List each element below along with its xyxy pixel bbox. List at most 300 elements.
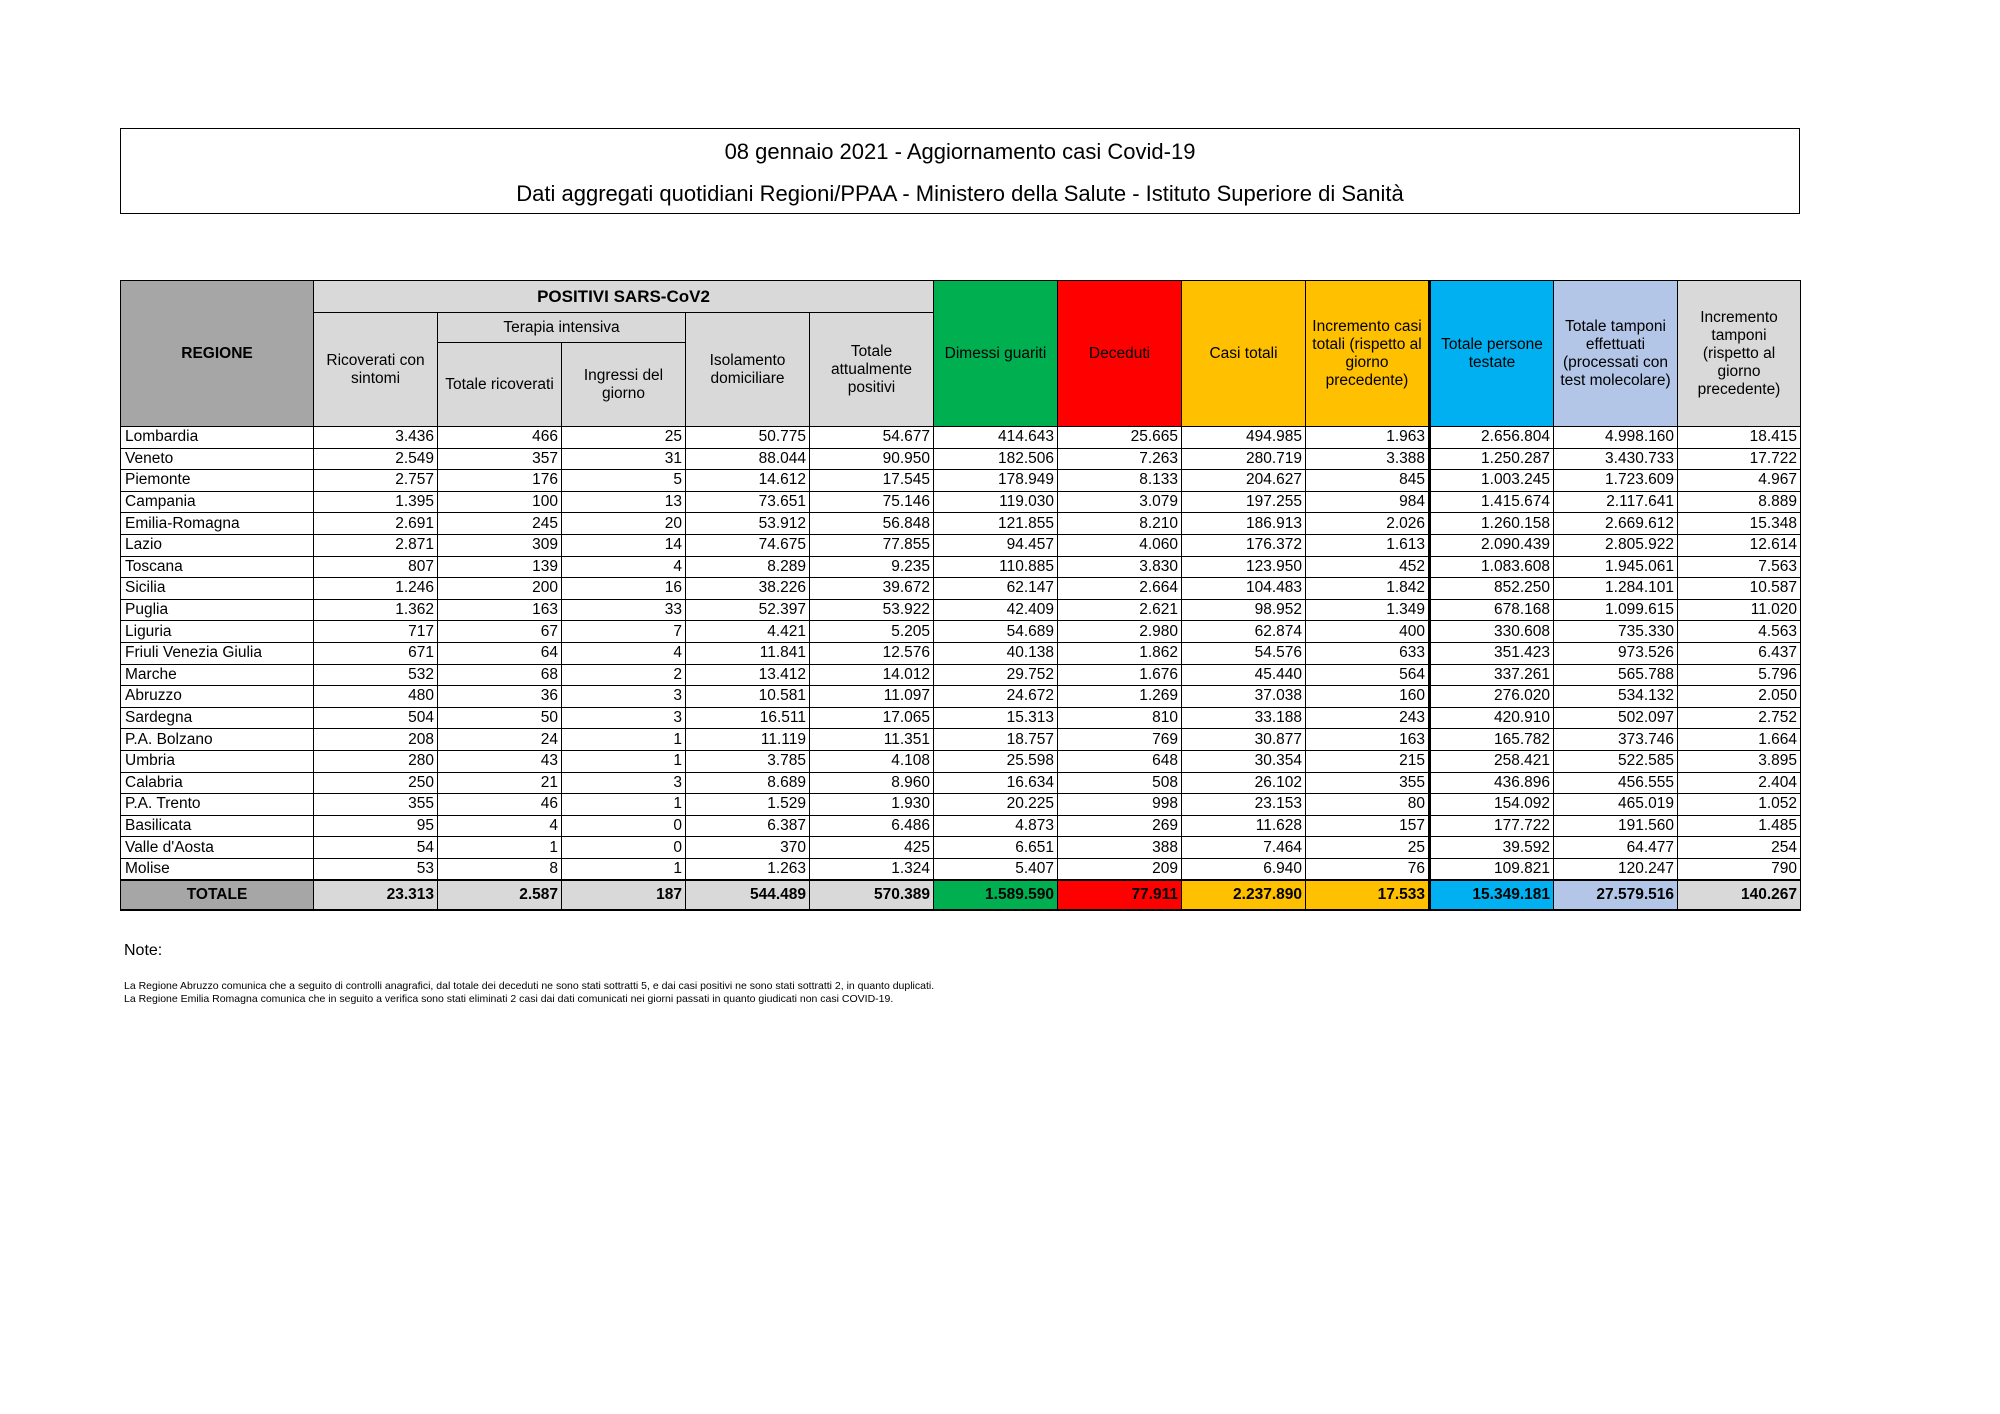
cell-ingressi: 20 bbox=[562, 513, 686, 535]
cell-persone-testate: 1.260.158 bbox=[1430, 513, 1554, 535]
cell-casi-totali: 11.628 bbox=[1182, 815, 1306, 837]
cell-deceduti: 8.210 bbox=[1058, 513, 1182, 535]
cell-totale-positivi: 12.576 bbox=[810, 642, 934, 664]
cell-terapia-intensiva-totale: 4 bbox=[438, 815, 562, 837]
table-row bbox=[121, 556, 1801, 578]
table-row bbox=[121, 491, 1801, 513]
cell-regione: Marche bbox=[121, 664, 314, 686]
cell-incremento-tamponi: 18.415 bbox=[1678, 427, 1801, 449]
header-persone-testate: Totale persone testate bbox=[1430, 281, 1554, 427]
cell-deceduti: 2.980 bbox=[1058, 621, 1182, 643]
table-row bbox=[121, 729, 1801, 751]
cell-dimessi: 119.030 bbox=[934, 491, 1058, 513]
cell-dimessi: 25.598 bbox=[934, 750, 1058, 772]
cell-tamponi: 534.132 bbox=[1554, 686, 1678, 708]
cell-persone-testate: 436.896 bbox=[1430, 772, 1554, 794]
cell-isolamento: 11.119 bbox=[686, 729, 810, 751]
cell-ricoverati: 480 bbox=[314, 686, 438, 708]
cell-terapia-intensiva-totale: 43 bbox=[438, 750, 562, 772]
cell-casi-totali: 45.440 bbox=[1182, 664, 1306, 686]
cell-incremento-casi: 3.388 bbox=[1306, 448, 1430, 470]
cell-terapia-intensiva-totale: 139 bbox=[438, 556, 562, 578]
cell-casi-totali: 104.483 bbox=[1182, 578, 1306, 600]
cell-totale-positivi: 77.855 bbox=[810, 534, 934, 556]
cell-deceduti: 810 bbox=[1058, 707, 1182, 729]
cell-persone-testate: 177.722 bbox=[1430, 815, 1554, 837]
cell-ricoverati: 504 bbox=[314, 707, 438, 729]
cell-deceduti: 1.269 bbox=[1058, 686, 1182, 708]
cell-persone-testate: 1.250.287 bbox=[1430, 448, 1554, 470]
cell-deceduti: 769 bbox=[1058, 729, 1182, 751]
cell-incremento-tamponi: 5.796 bbox=[1678, 664, 1801, 686]
cell-persone-testate: 39.592 bbox=[1430, 837, 1554, 859]
cell-ingressi: 1 bbox=[562, 729, 686, 751]
cell-incremento-tamponi: 4.563 bbox=[1678, 621, 1801, 643]
cell-casi-totali: 7.464 bbox=[1182, 837, 1306, 859]
cell-regione: Sicilia bbox=[121, 578, 314, 600]
cell-persone-testate: 2.090.439 bbox=[1430, 534, 1554, 556]
cell-isolamento: 14.612 bbox=[686, 470, 810, 492]
cell-deceduti: 508 bbox=[1058, 772, 1182, 794]
cell-ingressi: 3 bbox=[562, 772, 686, 794]
cell-dimessi: 178.949 bbox=[934, 470, 1058, 492]
cell-regione: Basilicata bbox=[121, 815, 314, 837]
cell-incremento-tamponi: 1.052 bbox=[1678, 794, 1801, 816]
cell-tamponi: 3.430.733 bbox=[1554, 448, 1678, 470]
header-incremento-casi: Incremento casi totali (rispetto al giorno precedente) bbox=[1306, 281, 1430, 427]
cell-incremento-casi: 157 bbox=[1306, 815, 1430, 837]
header-regione: REGIONE bbox=[121, 281, 314, 427]
cell-totale-positivi: 5.205 bbox=[810, 621, 934, 643]
cell-isolamento: 13.412 bbox=[686, 664, 810, 686]
cell-incremento-tamponi: 17.722 bbox=[1678, 448, 1801, 470]
notes-section bbox=[124, 942, 934, 1006]
cell-regione: Liguria bbox=[121, 621, 314, 643]
cell-ricoverati: 250 bbox=[314, 772, 438, 794]
cell-ricoverati: 2.691 bbox=[314, 513, 438, 535]
cell-totale-positivi: 56.848 bbox=[810, 513, 934, 535]
report-title: 08 gennaio 2021 - Aggiornamento casi Covid-19 bbox=[724, 139, 1196, 164]
cell-regione: Lombardia bbox=[121, 427, 314, 449]
table-row bbox=[121, 837, 1801, 859]
table-row bbox=[121, 513, 1801, 535]
cell-isolamento: 1.529 bbox=[686, 794, 810, 816]
cell-ricoverati: 2.757 bbox=[314, 470, 438, 492]
cell-incremento-casi: 400 bbox=[1306, 621, 1430, 643]
cell-tamponi: 120.247 bbox=[1554, 858, 1678, 880]
cell-regione: P.A. Trento bbox=[121, 794, 314, 816]
cell-persone-testate: 351.423 bbox=[1430, 642, 1554, 664]
cell-terapia-intensiva-totale: 200 bbox=[438, 578, 562, 600]
cell-ingressi: 3 bbox=[562, 707, 686, 729]
cell-incremento-tamponi: 1.664 bbox=[1678, 729, 1801, 751]
cell-tamponi: 1.099.615 bbox=[1554, 599, 1678, 621]
cell-casi-totali: 37.038 bbox=[1182, 686, 1306, 708]
cell-incremento-tamponi: 11.020 bbox=[1678, 599, 1801, 621]
cell-casi-totali: 6.940 bbox=[1182, 858, 1306, 880]
cell-dimessi: 15.313 bbox=[934, 707, 1058, 729]
cell-totale-positivi: 8.960 bbox=[810, 772, 934, 794]
cell-casi-totali: 494.985 bbox=[1182, 427, 1306, 449]
cell-totale-positivi: 17.065 bbox=[810, 707, 934, 729]
cell-incremento-casi: 1.963 bbox=[1306, 427, 1430, 449]
cell-dimessi: 29.752 bbox=[934, 664, 1058, 686]
cell-isolamento: 52.397 bbox=[686, 599, 810, 621]
cell-regione: Valle d'Aosta bbox=[121, 837, 314, 859]
cell-tamponi: 522.585 bbox=[1554, 750, 1678, 772]
cell-tamponi: 973.526 bbox=[1554, 642, 1678, 664]
cell-tamponi: 456.555 bbox=[1554, 772, 1678, 794]
cell-ricoverati: 2.871 bbox=[314, 534, 438, 556]
cell-casi-totali: 280.719 bbox=[1182, 448, 1306, 470]
cell-deceduti: 7.263 bbox=[1058, 448, 1182, 470]
cell-isolamento: 38.226 bbox=[686, 578, 810, 600]
cell-ingressi: 14 bbox=[562, 534, 686, 556]
cell-dimessi: 16.634 bbox=[934, 772, 1058, 794]
cell-tamponi: 1.723.609 bbox=[1554, 470, 1678, 492]
table-row bbox=[121, 858, 1801, 880]
cell-persone-testate: 678.168 bbox=[1430, 599, 1554, 621]
cell-ingressi: 3 bbox=[562, 686, 686, 708]
cell-regione: Emilia-Romagna bbox=[121, 513, 314, 535]
cell-incremento-tamponi: 2.752 bbox=[1678, 707, 1801, 729]
cell-terapia-intensiva-totale: 36 bbox=[438, 686, 562, 708]
cell-incremento-casi: 215 bbox=[1306, 750, 1430, 772]
cell-casi-totali: 98.952 bbox=[1182, 599, 1306, 621]
cell-tamponi: 1.945.061 bbox=[1554, 556, 1678, 578]
cell-ingressi: 1 bbox=[562, 794, 686, 816]
total-persone-testate: 15.349.181 bbox=[1430, 880, 1554, 910]
header-casi-totali: Casi totali bbox=[1182, 281, 1306, 427]
cell-regione: Toscana bbox=[121, 556, 314, 578]
cell-incremento-casi: 76 bbox=[1306, 858, 1430, 880]
cell-tamponi: 2.669.612 bbox=[1554, 513, 1678, 535]
cell-deceduti: 269 bbox=[1058, 815, 1182, 837]
cell-totale-positivi: 53.922 bbox=[810, 599, 934, 621]
cell-ricoverati: 532 bbox=[314, 664, 438, 686]
cell-tamponi: 2.805.922 bbox=[1554, 534, 1678, 556]
total-ingressi: 187 bbox=[562, 880, 686, 910]
cell-incremento-casi: 452 bbox=[1306, 556, 1430, 578]
cell-tamponi: 2.117.641 bbox=[1554, 491, 1678, 513]
cell-isolamento: 8.689 bbox=[686, 772, 810, 794]
cell-terapia-intensiva-totale: 309 bbox=[438, 534, 562, 556]
cell-persone-testate: 1.083.608 bbox=[1430, 556, 1554, 578]
cell-persone-testate: 420.910 bbox=[1430, 707, 1554, 729]
cell-isolamento: 11.841 bbox=[686, 642, 810, 664]
cell-isolamento: 53.912 bbox=[686, 513, 810, 535]
cell-dimessi: 4.873 bbox=[934, 815, 1058, 837]
cell-incremento-tamponi: 12.614 bbox=[1678, 534, 1801, 556]
cell-ricoverati: 280 bbox=[314, 750, 438, 772]
cell-isolamento: 88.044 bbox=[686, 448, 810, 470]
cell-incremento-casi: 1.613 bbox=[1306, 534, 1430, 556]
cell-casi-totali: 54.576 bbox=[1182, 642, 1306, 664]
cell-ricoverati: 53 bbox=[314, 858, 438, 880]
cell-dimessi: 18.757 bbox=[934, 729, 1058, 751]
covid-cases-table bbox=[120, 280, 1801, 911]
cell-persone-testate: 258.421 bbox=[1430, 750, 1554, 772]
cell-dimessi: 62.147 bbox=[934, 578, 1058, 600]
cell-persone-testate: 852.250 bbox=[1430, 578, 1554, 600]
cell-incremento-tamponi: 6.437 bbox=[1678, 642, 1801, 664]
cell-dimessi: 40.138 bbox=[934, 642, 1058, 664]
cell-ricoverati: 54 bbox=[314, 837, 438, 859]
cell-terapia-intensiva-totale: 466 bbox=[438, 427, 562, 449]
header-dimessi: Dimessi guariti bbox=[934, 281, 1058, 427]
cell-casi-totali: 26.102 bbox=[1182, 772, 1306, 794]
total-dimessi: 1.589.590 bbox=[934, 880, 1058, 910]
notes-label: Note: bbox=[124, 942, 163, 959]
cell-ingressi: 5 bbox=[562, 470, 686, 492]
cell-dimessi: 414.643 bbox=[934, 427, 1058, 449]
cell-totale-positivi: 11.097 bbox=[810, 686, 934, 708]
cell-tamponi: 191.560 bbox=[1554, 815, 1678, 837]
cell-isolamento: 1.263 bbox=[686, 858, 810, 880]
cell-deceduti: 388 bbox=[1058, 837, 1182, 859]
cell-dimessi: 54.689 bbox=[934, 621, 1058, 643]
cell-ricoverati: 807 bbox=[314, 556, 438, 578]
cell-deceduti: 3.079 bbox=[1058, 491, 1182, 513]
cell-persone-testate: 337.261 bbox=[1430, 664, 1554, 686]
cell-ingressi: 4 bbox=[562, 642, 686, 664]
cell-terapia-intensiva-totale: 176 bbox=[438, 470, 562, 492]
cell-totale-positivi: 1.324 bbox=[810, 858, 934, 880]
total-tamponi: 27.579.516 bbox=[1554, 880, 1678, 910]
header-terapia-intensiva: Terapia intensiva bbox=[438, 313, 686, 343]
report-header bbox=[120, 128, 1800, 214]
cell-deceduti: 3.830 bbox=[1058, 556, 1182, 578]
cell-casi-totali: 23.153 bbox=[1182, 794, 1306, 816]
table-row bbox=[121, 599, 1801, 621]
cell-ricoverati: 3.436 bbox=[314, 427, 438, 449]
cell-totale-positivi: 54.677 bbox=[810, 427, 934, 449]
cell-deceduti: 4.060 bbox=[1058, 534, 1182, 556]
cell-totale-positivi: 1.930 bbox=[810, 794, 934, 816]
cell-ricoverati: 671 bbox=[314, 642, 438, 664]
cell-ingressi: 16 bbox=[562, 578, 686, 600]
cell-casi-totali: 176.372 bbox=[1182, 534, 1306, 556]
cell-dimessi: 182.506 bbox=[934, 448, 1058, 470]
total-deceduti: 77.911 bbox=[1058, 880, 1182, 910]
cell-terapia-intensiva-totale: 21 bbox=[438, 772, 562, 794]
cell-totale-positivi: 9.235 bbox=[810, 556, 934, 578]
cell-totale-positivi: 75.146 bbox=[810, 491, 934, 513]
cell-ricoverati: 717 bbox=[314, 621, 438, 643]
note-line-emilia-romagna: La Regione Emilia Romagna comunica che in seguito a verifica sono stati eliminati 2 casi dai dati comunicati nei giorni passati in quanto giudicati non casi COVID-19. bbox=[124, 993, 894, 1005]
cell-incremento-tamponi: 8.889 bbox=[1678, 491, 1801, 513]
cell-deceduti: 25.665 bbox=[1058, 427, 1182, 449]
cell-ingressi: 4 bbox=[562, 556, 686, 578]
cell-persone-testate: 165.782 bbox=[1430, 729, 1554, 751]
cell-dimessi: 24.672 bbox=[934, 686, 1058, 708]
cell-persone-testate: 1.003.245 bbox=[1430, 470, 1554, 492]
cell-casi-totali: 30.877 bbox=[1182, 729, 1306, 751]
cell-isolamento: 8.289 bbox=[686, 556, 810, 578]
cell-terapia-intensiva-totale: 163 bbox=[438, 599, 562, 621]
header-isolamento: Isolamento domiciliare bbox=[686, 313, 810, 427]
cell-isolamento: 3.785 bbox=[686, 750, 810, 772]
table-row bbox=[121, 794, 1801, 816]
header-incremento-tamponi: Incremento tamponi (rispetto al giorno precedente) bbox=[1678, 281, 1801, 427]
cell-regione: Campania bbox=[121, 491, 314, 513]
table-row bbox=[121, 621, 1801, 643]
cell-ricoverati: 1.395 bbox=[314, 491, 438, 513]
cell-incremento-casi: 1.349 bbox=[1306, 599, 1430, 621]
cell-dimessi: 121.855 bbox=[934, 513, 1058, 535]
cell-ingressi: 0 bbox=[562, 837, 686, 859]
cell-casi-totali: 197.255 bbox=[1182, 491, 1306, 513]
header-ricoverati: Ricoverati con sintomi bbox=[314, 313, 438, 427]
cell-persone-testate: 1.415.674 bbox=[1430, 491, 1554, 513]
cell-terapia-intensiva-totale: 50 bbox=[438, 707, 562, 729]
cell-regione: Umbria bbox=[121, 750, 314, 772]
cell-terapia-intensiva-totale: 8 bbox=[438, 858, 562, 880]
table-row bbox=[121, 772, 1801, 794]
header-positivi: POSITIVI SARS-CoV2 bbox=[314, 281, 934, 313]
cell-isolamento: 370 bbox=[686, 837, 810, 859]
cell-incremento-tamponi: 4.967 bbox=[1678, 470, 1801, 492]
cell-incremento-tamponi: 3.895 bbox=[1678, 750, 1801, 772]
cell-ingressi: 1 bbox=[562, 858, 686, 880]
cell-deceduti: 2.664 bbox=[1058, 578, 1182, 600]
cell-incremento-casi: 163 bbox=[1306, 729, 1430, 751]
cell-tamponi: 565.788 bbox=[1554, 664, 1678, 686]
cell-incremento-casi: 1.842 bbox=[1306, 578, 1430, 600]
cell-incremento-tamponi: 2.404 bbox=[1678, 772, 1801, 794]
cell-ricoverati: 355 bbox=[314, 794, 438, 816]
cell-regione: Abruzzo bbox=[121, 686, 314, 708]
header-tamponi: Totale tamponi effettuati (processati con test molecolare) bbox=[1554, 281, 1678, 427]
cell-ricoverati: 2.549 bbox=[314, 448, 438, 470]
cell-incremento-tamponi: 7.563 bbox=[1678, 556, 1801, 578]
cell-terapia-intensiva-totale: 357 bbox=[438, 448, 562, 470]
cell-dimessi: 6.651 bbox=[934, 837, 1058, 859]
cell-isolamento: 4.421 bbox=[686, 621, 810, 643]
cell-isolamento: 74.675 bbox=[686, 534, 810, 556]
cell-totale-positivi: 14.012 bbox=[810, 664, 934, 686]
cell-regione: Calabria bbox=[121, 772, 314, 794]
cell-persone-testate: 276.020 bbox=[1430, 686, 1554, 708]
total-totale-positivi: 570.389 bbox=[810, 880, 934, 910]
header-totale-ricoverati: Totale ricoverati bbox=[438, 343, 562, 427]
total-isolamento: 544.489 bbox=[686, 880, 810, 910]
cell-incremento-casi: 25 bbox=[1306, 837, 1430, 859]
cell-casi-totali: 204.627 bbox=[1182, 470, 1306, 492]
cell-deceduti: 209 bbox=[1058, 858, 1182, 880]
cell-deceduti: 648 bbox=[1058, 750, 1182, 772]
cell-tamponi: 465.019 bbox=[1554, 794, 1678, 816]
cell-casi-totali: 123.950 bbox=[1182, 556, 1306, 578]
total-ricoverati: 23.313 bbox=[314, 880, 438, 910]
cell-incremento-tamponi: 15.348 bbox=[1678, 513, 1801, 535]
cell-regione: Veneto bbox=[121, 448, 314, 470]
cell-isolamento: 6.387 bbox=[686, 815, 810, 837]
total-casi-totali: 2.237.890 bbox=[1182, 880, 1306, 910]
cell-incremento-casi: 633 bbox=[1306, 642, 1430, 664]
table-row bbox=[121, 534, 1801, 556]
cell-terapia-intensiva-totale: 1 bbox=[438, 837, 562, 859]
cell-incremento-tamponi: 790 bbox=[1678, 858, 1801, 880]
cell-isolamento: 50.775 bbox=[686, 427, 810, 449]
cell-ingressi: 1 bbox=[562, 750, 686, 772]
cell-deceduti: 1.676 bbox=[1058, 664, 1182, 686]
cell-totale-positivi: 90.950 bbox=[810, 448, 934, 470]
table-row bbox=[121, 686, 1801, 708]
cell-persone-testate: 330.608 bbox=[1430, 621, 1554, 643]
cell-regione: Friuli Venezia Giulia bbox=[121, 642, 314, 664]
cell-incremento-tamponi: 1.485 bbox=[1678, 815, 1801, 837]
cell-deceduti: 998 bbox=[1058, 794, 1182, 816]
cell-terapia-intensiva-totale: 67 bbox=[438, 621, 562, 643]
cell-isolamento: 73.651 bbox=[686, 491, 810, 513]
totals-row bbox=[121, 880, 1801, 910]
cell-casi-totali: 30.354 bbox=[1182, 750, 1306, 772]
table-row bbox=[121, 642, 1801, 664]
total-regione: TOTALE bbox=[121, 880, 314, 910]
table-row bbox=[121, 448, 1801, 470]
cell-totale-positivi: 17.545 bbox=[810, 470, 934, 492]
cell-tamponi: 1.284.101 bbox=[1554, 578, 1678, 600]
cell-ingressi: 13 bbox=[562, 491, 686, 513]
cell-regione: Molise bbox=[121, 858, 314, 880]
cell-regione: P.A. Bolzano bbox=[121, 729, 314, 751]
cell-dimessi: 20.225 bbox=[934, 794, 1058, 816]
cell-incremento-casi: 160 bbox=[1306, 686, 1430, 708]
cell-casi-totali: 33.188 bbox=[1182, 707, 1306, 729]
cell-totale-positivi: 4.108 bbox=[810, 750, 934, 772]
cell-tamponi: 4.998.160 bbox=[1554, 427, 1678, 449]
cell-incremento-casi: 2.026 bbox=[1306, 513, 1430, 535]
header-ingressi: Ingressi del giorno bbox=[562, 343, 686, 427]
cell-incremento-casi: 80 bbox=[1306, 794, 1430, 816]
cell-dimessi: 42.409 bbox=[934, 599, 1058, 621]
cell-isolamento: 10.581 bbox=[686, 686, 810, 708]
cell-regione: Piemonte bbox=[121, 470, 314, 492]
note-line-abruzzo: La Regione Abruzzo comunica che a seguito di controlli anagrafici, dal totale dei deceduti ne sono stati sottratti 5, e dai casi positivi ne sono stati sottratti 2, in quanto duplicati. bbox=[124, 980, 935, 992]
cell-ingressi: 2 bbox=[562, 664, 686, 686]
cell-tamponi: 502.097 bbox=[1554, 707, 1678, 729]
cell-regione: Sardegna bbox=[121, 707, 314, 729]
total-terapia-intensiva-totale: 2.587 bbox=[438, 880, 562, 910]
cell-tamponi: 735.330 bbox=[1554, 621, 1678, 643]
cell-terapia-intensiva-totale: 64 bbox=[438, 642, 562, 664]
table-row bbox=[121, 664, 1801, 686]
cell-casi-totali: 62.874 bbox=[1182, 621, 1306, 643]
cell-totale-positivi: 39.672 bbox=[810, 578, 934, 600]
table-row bbox=[121, 470, 1801, 492]
cell-tamponi: 64.477 bbox=[1554, 837, 1678, 859]
cell-incremento-tamponi: 2.050 bbox=[1678, 686, 1801, 708]
cell-isolamento: 16.511 bbox=[686, 707, 810, 729]
header-deceduti: Deceduti bbox=[1058, 281, 1182, 427]
total-incremento-casi: 17.533 bbox=[1306, 880, 1430, 910]
cell-persone-testate: 2.656.804 bbox=[1430, 427, 1554, 449]
cell-totale-positivi: 6.486 bbox=[810, 815, 934, 837]
total-incremento-tamponi: 140.267 bbox=[1678, 880, 1801, 910]
cell-casi-totali: 186.913 bbox=[1182, 513, 1306, 535]
cell-ingressi: 7 bbox=[562, 621, 686, 643]
cell-regione: Puglia bbox=[121, 599, 314, 621]
cell-terapia-intensiva-totale: 100 bbox=[438, 491, 562, 513]
cell-totale-positivi: 425 bbox=[810, 837, 934, 859]
cell-deceduti: 8.133 bbox=[1058, 470, 1182, 492]
cell-incremento-casi: 243 bbox=[1306, 707, 1430, 729]
cell-ricoverati: 1.362 bbox=[314, 599, 438, 621]
cell-dimessi: 5.407 bbox=[934, 858, 1058, 880]
cell-incremento-casi: 564 bbox=[1306, 664, 1430, 686]
table-row bbox=[121, 707, 1801, 729]
